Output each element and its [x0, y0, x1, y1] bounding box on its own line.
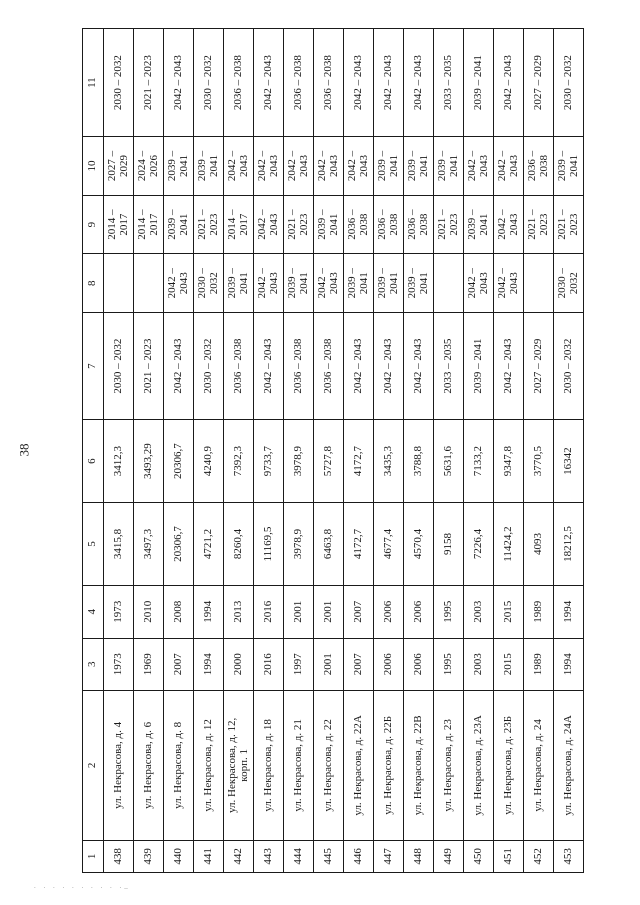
- planned-period-cell: 2042 – 2043: [494, 313, 524, 420]
- address-cell: ул. Некрасова, д. 6: [134, 691, 164, 841]
- year-built-cell: 1997: [284, 638, 314, 691]
- address-cell: ул. Некрасова, д. 24А: [554, 691, 584, 841]
- period-cell: 2039 – 2041: [284, 254, 314, 313]
- header-cell: 7: [83, 313, 104, 420]
- period-cell: 2039 – 2041: [404, 254, 434, 313]
- row-number-cell: 445: [314, 840, 344, 872]
- final-period-cell: 2036 – 2038: [224, 29, 254, 137]
- row-number-cell: 449: [434, 840, 464, 872]
- year-built-cell: 2007: [344, 638, 374, 691]
- period-cell: 2039 – 2041: [164, 195, 194, 254]
- row-number-cell: 446: [344, 840, 374, 872]
- year-commissioned-cell: 2006: [374, 585, 404, 638]
- total-area-cell: 20306,7: [164, 503, 194, 586]
- year-commissioned-cell: 1989: [524, 585, 554, 638]
- address-cell: ул. Некрасова, д. 24: [524, 691, 554, 841]
- period-cell: 2024 – 2026: [134, 137, 164, 196]
- final-period-cell: 2042 – 2043: [494, 29, 524, 137]
- year-built-cell: 1973: [104, 638, 134, 691]
- year-built-cell: 2015: [494, 638, 524, 691]
- final-period-cell: 2030 – 2032: [554, 29, 584, 137]
- header-cell: 11: [83, 29, 104, 137]
- period-cell: 2042 – 2043: [314, 254, 344, 313]
- period-cell: [524, 254, 554, 313]
- period-cell: 2036 – 2038: [374, 195, 404, 254]
- living-area-cell: 5631,6: [434, 420, 464, 503]
- planned-period-cell: 2042 – 2043: [254, 313, 284, 420]
- row-number-cell: 444: [284, 840, 314, 872]
- period-cell: 2039 – 2041: [374, 254, 404, 313]
- housing-registry-table: [82, 28, 584, 873]
- table-row: [254, 29, 284, 873]
- table-row: [224, 29, 254, 873]
- table-row: [524, 29, 554, 873]
- planned-period-cell: 2021 – 2023: [134, 313, 164, 420]
- address-cell: ул. Некрасова, д. 8: [164, 691, 194, 841]
- table-row: [194, 29, 224, 873]
- row-number-cell: 439: [134, 840, 164, 872]
- period-cell: 2042 – 2043: [254, 254, 284, 313]
- period-cell: 2042 – 2043: [464, 137, 494, 196]
- total-area-cell: 4093: [524, 503, 554, 586]
- total-area-cell: 18212,5: [554, 503, 584, 586]
- period-cell: 2039 – 2041: [314, 195, 344, 254]
- period-cell: 2030 – 2032: [194, 254, 224, 313]
- living-area-cell: 20306,7: [164, 420, 194, 503]
- period-cell: 2039 – 2041: [374, 137, 404, 196]
- period-cell: 2039 – 2041: [464, 195, 494, 254]
- period-cell: 2036 – 2038: [344, 195, 374, 254]
- final-period-cell: 2042 – 2043: [254, 29, 284, 137]
- period-cell: 2039 – 2041: [194, 137, 224, 196]
- period-cell: 2042 – 2043: [254, 137, 284, 196]
- living-area-cell: 3770,5: [524, 420, 554, 503]
- row-number-cell: 450: [464, 840, 494, 872]
- final-period-cell: 2021 – 2023: [134, 29, 164, 137]
- row-number-cell: 451: [494, 840, 524, 872]
- year-commissioned-cell: 2010: [134, 585, 164, 638]
- planned-period-cell: 2039 – 2041: [464, 313, 494, 420]
- stray-marks: . . . . . . . . . ._: [34, 882, 131, 890]
- header-cell: 6: [83, 420, 104, 503]
- final-period-cell: 2036 – 2038: [314, 29, 344, 137]
- period-cell: 2042 – 2043: [314, 137, 344, 196]
- table-row: [134, 29, 164, 873]
- address-cell: ул. Некрасова, д. 4: [104, 691, 134, 841]
- year-built-cell: 1969: [134, 638, 164, 691]
- period-cell: 2039 – 2041: [434, 137, 464, 196]
- table-row: [494, 29, 524, 873]
- year-commissioned-cell: 2015: [494, 585, 524, 638]
- period-cell: 2042 – 2043: [344, 137, 374, 196]
- living-area-cell: 3493,29: [134, 420, 164, 503]
- header-cell: 9: [83, 195, 104, 254]
- header-cell: 10: [83, 137, 104, 196]
- table-row: [314, 29, 344, 873]
- living-area-cell: 9347,8: [494, 420, 524, 503]
- planned-period-cell: 2033 – 2035: [434, 313, 464, 420]
- planned-period-cell: 2027 – 2029: [524, 313, 554, 420]
- total-area-cell: 9158: [434, 503, 464, 586]
- period-cell: [434, 254, 464, 313]
- living-area-cell: 3435,3: [374, 420, 404, 503]
- period-cell: 2030 – 2032: [554, 254, 584, 313]
- year-built-cell: 2003: [464, 638, 494, 691]
- period-cell: 2042 – 2043: [494, 137, 524, 196]
- living-area-cell: 9733,7: [254, 420, 284, 503]
- year-built-cell: 2016: [254, 638, 284, 691]
- final-period-cell: 2042 – 2043: [374, 29, 404, 137]
- period-cell: 2042 – 2043: [284, 137, 314, 196]
- final-period-cell: 2033 – 2035: [434, 29, 464, 137]
- year-commissioned-cell: 2003: [464, 585, 494, 638]
- row-number-cell: 443: [254, 840, 284, 872]
- period-cell: 2042 – 2043: [254, 195, 284, 254]
- year-built-cell: 1995: [434, 638, 464, 691]
- total-area-cell: 4721,2: [194, 503, 224, 586]
- total-area-cell: 11169,5: [254, 503, 284, 586]
- address-cell: ул. Некрасова, д. 18: [254, 691, 284, 841]
- planned-period-cell: 2042 – 2043: [164, 313, 194, 420]
- year-built-cell: 2006: [374, 638, 404, 691]
- period-cell: 2042 – 2043: [494, 195, 524, 254]
- total-area-cell: 4172,7: [344, 503, 374, 586]
- final-period-cell: 2042 – 2043: [404, 29, 434, 137]
- header-cell: 3: [83, 638, 104, 691]
- planned-period-cell: 2030 – 2032: [554, 313, 584, 420]
- table-row: [404, 29, 434, 873]
- total-area-cell: 7226,4: [464, 503, 494, 586]
- period-cell: 2014 – 2017: [224, 195, 254, 254]
- final-period-cell: 2042 – 2043: [164, 29, 194, 137]
- row-number-cell: 438: [104, 840, 134, 872]
- table-row: [284, 29, 314, 873]
- row-number-cell: 452: [524, 840, 554, 872]
- row-number-cell: 448: [404, 840, 434, 872]
- total-area-cell: 4570,4: [404, 503, 434, 586]
- total-area-cell: 4677,4: [374, 503, 404, 586]
- page-number: 38: [16, 443, 32, 457]
- year-built-cell: 2006: [404, 638, 434, 691]
- header-cell: 8: [83, 254, 104, 313]
- table-row: [164, 29, 194, 873]
- period-cell: 2042 – 2043: [164, 254, 194, 313]
- year-built-cell: 2001: [314, 638, 344, 691]
- planned-period-cell: 2042 – 2043: [374, 313, 404, 420]
- year-built-cell: 2007: [164, 638, 194, 691]
- header-row: [83, 29, 104, 873]
- total-area-cell: 3978,9: [284, 503, 314, 586]
- period-cell: 2027 – 2029: [104, 137, 134, 196]
- planned-period-cell: 2036 – 2038: [314, 313, 344, 420]
- year-commissioned-cell: 1994: [194, 585, 224, 638]
- planned-period-cell: 2030 – 2032: [194, 313, 224, 420]
- final-period-cell: 2030 – 2032: [194, 29, 224, 137]
- period-cell: 2039 – 2041: [164, 137, 194, 196]
- address-cell: ул. Некрасова, д. 21: [284, 691, 314, 841]
- year-commissioned-cell: 2001: [314, 585, 344, 638]
- address-cell: ул. Некрасова, д. 12, корп. 1: [224, 691, 254, 841]
- year-commissioned-cell: 1973: [104, 585, 134, 638]
- year-commissioned-cell: 2016: [254, 585, 284, 638]
- year-commissioned-cell: 1995: [434, 585, 464, 638]
- table-frame: [82, 28, 584, 873]
- table-row: [554, 29, 584, 873]
- address-cell: ул. Некрасова, д. 23А: [464, 691, 494, 841]
- table-row: [344, 29, 374, 873]
- period-cell: 2021 – 2023: [194, 195, 224, 254]
- period-cell: 2014 – 2017: [104, 195, 134, 254]
- living-area-cell: 3978,9: [284, 420, 314, 503]
- final-period-cell: 2027 – 2029: [524, 29, 554, 137]
- year-commissioned-cell: 2008: [164, 585, 194, 638]
- living-area-cell: 7392,3: [224, 420, 254, 503]
- period-cell: 2039 – 2041: [224, 254, 254, 313]
- period-cell: 2036 – 2038: [404, 195, 434, 254]
- year-built-cell: 2000: [224, 638, 254, 691]
- address-cell: ул. Некрасова, д. 22Б: [374, 691, 404, 841]
- year-built-cell: 1994: [194, 638, 224, 691]
- year-commissioned-cell: 2007: [344, 585, 374, 638]
- year-built-cell: 1994: [554, 638, 584, 691]
- final-period-cell: 2030 – 2032: [104, 29, 134, 137]
- living-area-cell: 3412,3: [104, 420, 134, 503]
- period-cell: 2042 – 2043: [224, 137, 254, 196]
- planned-period-cell: 2030 – 2032: [104, 313, 134, 420]
- address-cell: ул. Некрасова, д. 22А: [344, 691, 374, 841]
- row-number-cell: 453: [554, 840, 584, 872]
- total-area-cell: 6463,8: [314, 503, 344, 586]
- period-cell: [104, 254, 134, 313]
- address-cell: ул. Некрасова, д. 22В: [404, 691, 434, 841]
- year-commissioned-cell: 2001: [284, 585, 314, 638]
- table-row: [434, 29, 464, 873]
- table-row: [374, 29, 404, 873]
- header-cell: 5: [83, 503, 104, 586]
- planned-period-cell: 2036 – 2038: [284, 313, 314, 420]
- period-cell: 2021 – 2023: [554, 195, 584, 254]
- period-cell: 2021 – 2023: [434, 195, 464, 254]
- period-cell: 2042 – 2043: [494, 254, 524, 313]
- year-built-cell: 1989: [524, 638, 554, 691]
- row-number-cell: 447: [374, 840, 404, 872]
- address-cell: ул. Некрасова, д. 23: [434, 691, 464, 841]
- planned-period-cell: 2042 – 2043: [344, 313, 374, 420]
- final-period-cell: 2036 – 2038: [284, 29, 314, 137]
- total-area-cell: 8260,4: [224, 503, 254, 586]
- period-cell: 2036 – 2038: [524, 137, 554, 196]
- header-cell: 1: [83, 840, 104, 872]
- period-cell: [134, 254, 164, 313]
- final-period-cell: 2039 – 2041: [464, 29, 494, 137]
- period-cell: 2021 – 2023: [524, 195, 554, 254]
- planned-period-cell: 2042 – 2043: [404, 313, 434, 420]
- period-cell: 2014 – 2017: [134, 195, 164, 254]
- header-cell: 4: [83, 585, 104, 638]
- total-area-cell: 3415,8: [104, 503, 134, 586]
- year-commissioned-cell: 2006: [404, 585, 434, 638]
- living-area-cell: 3788,8: [404, 420, 434, 503]
- living-area-cell: 16342: [554, 420, 584, 503]
- total-area-cell: 11424,2: [494, 503, 524, 586]
- period-cell: 2039 – 2041: [554, 137, 584, 196]
- total-area-cell: 3497,3: [134, 503, 164, 586]
- period-cell: 2042 – 2043: [464, 254, 494, 313]
- row-number-cell: 442: [224, 840, 254, 872]
- year-commissioned-cell: 1994: [554, 585, 584, 638]
- period-cell: 2039 – 2041: [404, 137, 434, 196]
- planned-period-cell: 2036 – 2038: [224, 313, 254, 420]
- living-area-cell: 4172,7: [344, 420, 374, 503]
- table-row: [104, 29, 134, 873]
- address-cell: ул. Некрасова, д. 22: [314, 691, 344, 841]
- table-row: [464, 29, 494, 873]
- final-period-cell: 2042 – 2043: [344, 29, 374, 137]
- period-cell: 2021 – 2023: [284, 195, 314, 254]
- address-cell: ул. Некрасова, д. 23Б: [494, 691, 524, 841]
- living-area-cell: 4240,9: [194, 420, 224, 503]
- living-area-cell: 7133,2: [464, 420, 494, 503]
- address-cell: ул. Некрасова, д. 12: [194, 691, 224, 841]
- row-number-cell: 440: [164, 840, 194, 872]
- row-number-cell: 441: [194, 840, 224, 872]
- living-area-cell: 5727,8: [314, 420, 344, 503]
- year-commissioned-cell: 2013: [224, 585, 254, 638]
- header-cell: 2: [83, 691, 104, 841]
- period-cell: 2039 – 2041: [344, 254, 374, 313]
